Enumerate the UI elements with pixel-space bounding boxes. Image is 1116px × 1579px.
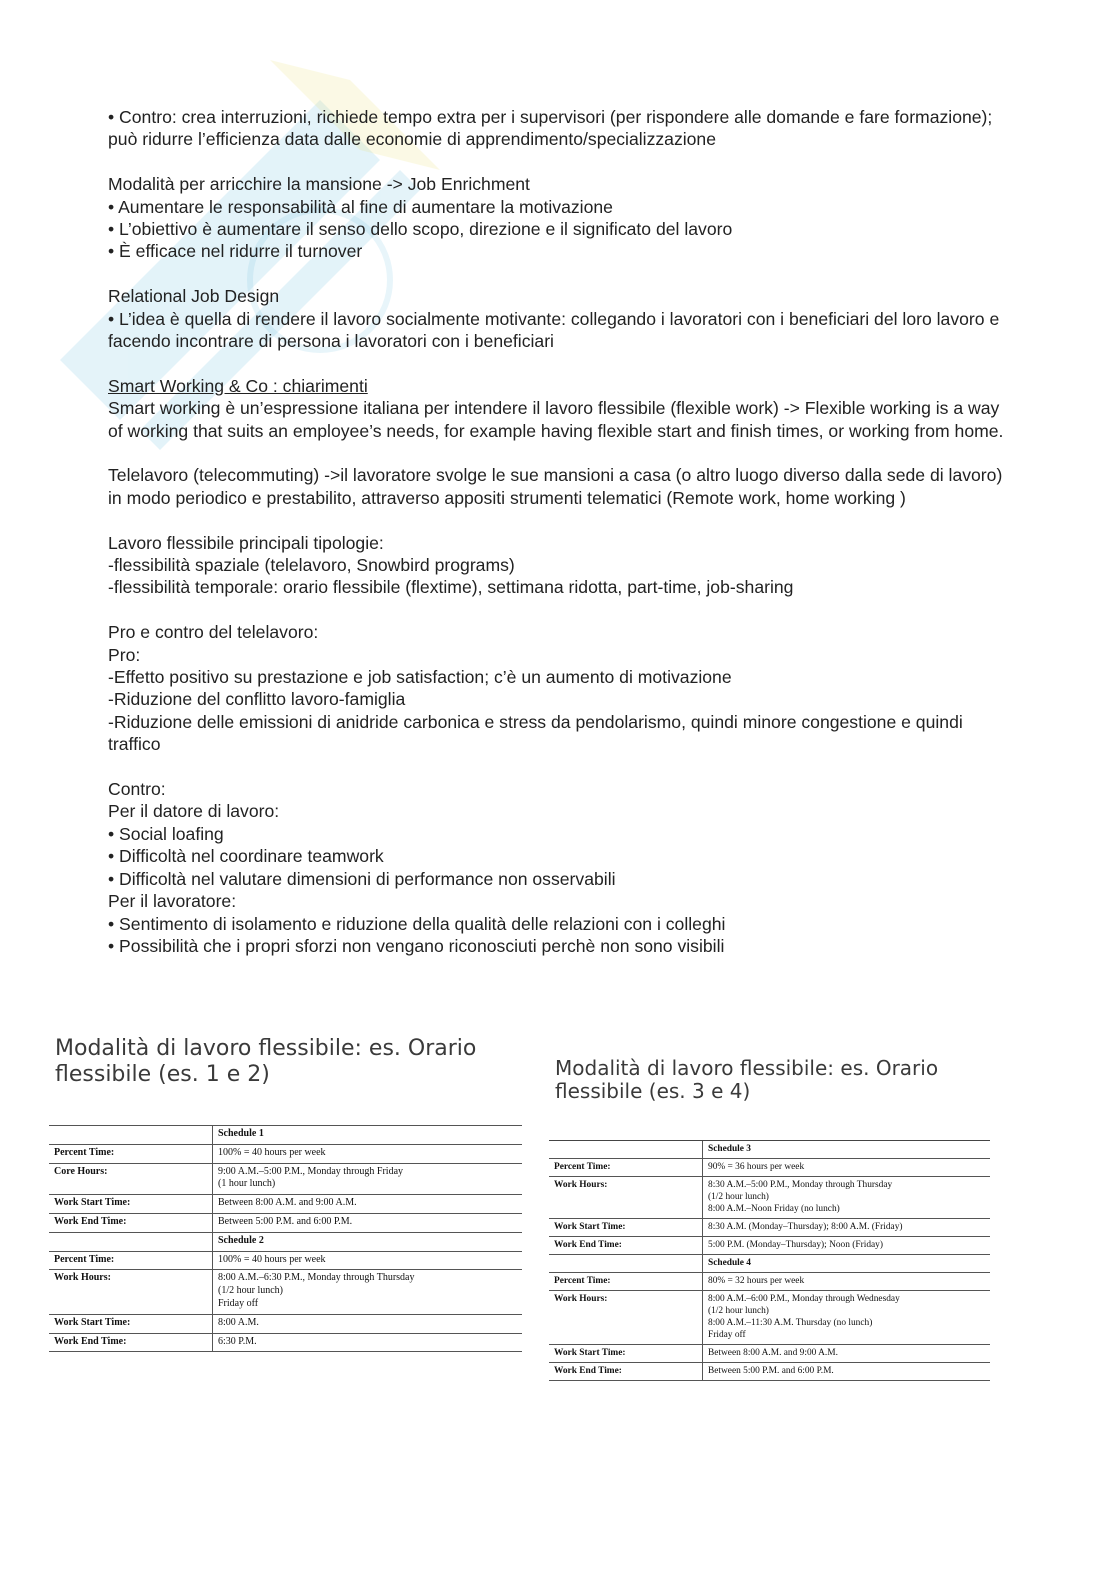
list-item: -Riduzione delle emissioni di anidride carbonica e stress da pendolarismo, quindi minore congestione e quindi traffico xyxy=(108,711,963,755)
table-row xyxy=(49,1270,522,1314)
table-row xyxy=(549,1363,990,1381)
paragraph: Telelavoro (telecommuting) ->il lavoratore svolge le sue mansioni a casa (o altro luogo diverso dalla sede di lavoro) in modo periodico e prestabilito, attraverso appositi strumenti telematici (Remote work, home working ) xyxy=(108,465,1003,508)
row-label: Percent Time: xyxy=(549,1273,703,1291)
paragraph-line: Per il datore di lavoro: xyxy=(108,801,280,822)
table-row xyxy=(549,1291,990,1345)
row-value xyxy=(703,1291,991,1345)
row-value xyxy=(213,1251,523,1270)
row-label: Work Start Time: xyxy=(549,1219,703,1237)
value-line: 9:00 A.M.–5:00 P.M., Monday through Friday xyxy=(218,1165,404,1177)
slide-title-1: Modalità di lavoro flessibile: es. Orario flessibile (es. 1 e 2) xyxy=(55,1036,477,1087)
row-label: Work Hours: xyxy=(549,1177,703,1219)
value-line: Between 5:00 P.M. and 6:00 P.M. xyxy=(708,1366,834,1377)
value-line: 8:00 A.M.–Noon Friday (no lunch) xyxy=(708,1204,840,1215)
value-line: (1/2 hour lunch) xyxy=(708,1306,769,1317)
table-row xyxy=(49,1314,522,1333)
table-row xyxy=(549,1273,990,1291)
value-line: (1/2 hour lunch) xyxy=(708,1192,769,1203)
schedule-name: Schedule 1 xyxy=(213,1126,523,1145)
row-value xyxy=(213,1144,523,1163)
bullet-item: • Difficoltà nel coordinare teamwork xyxy=(108,846,384,867)
row-label: Work Start Time: xyxy=(49,1195,213,1214)
paragraph-line: Pro: xyxy=(108,644,141,665)
bullet-item: • È efficace nel ridurre il turnover xyxy=(108,241,363,262)
table-row xyxy=(549,1177,990,1219)
value-line: 8:00 A.M.–11:30 A.M. Thursday (no lunch) xyxy=(708,1318,873,1329)
schedule-table-3-4 xyxy=(549,1140,990,1381)
row-value xyxy=(213,1195,523,1214)
paragraph-line: Lavoro flessibile principali tipologie: xyxy=(108,532,384,553)
table-row xyxy=(549,1237,990,1255)
section-heading: Relational Job Design xyxy=(108,286,280,307)
table-row xyxy=(49,1126,522,1145)
value-line: 8:30 A.M.–5:00 P.M., Monday through Thursday xyxy=(708,1180,893,1191)
value-line: 8:00 A.M.–6:30 P.M., Monday through Thursday xyxy=(218,1272,415,1284)
body-text xyxy=(108,106,1008,957)
empty-cell xyxy=(49,1232,213,1251)
row-label: Work End Time: xyxy=(49,1333,213,1352)
row-label: Percent Time: xyxy=(49,1251,213,1270)
value-line: 5:00 P.M. (Monday–Thursday); Noon (Friday) xyxy=(708,1240,883,1251)
value-line: 6:30 P.M. xyxy=(218,1335,257,1347)
paragraph-line: Per il lavoratore: xyxy=(108,891,237,912)
row-label: Core Hours: xyxy=(49,1163,213,1195)
row-label: Work End Time: xyxy=(549,1363,703,1381)
table-row xyxy=(549,1345,990,1363)
value-line: Friday off xyxy=(708,1330,746,1341)
bullet-item: • L’idea è quella di rendere il lavoro socialmente motivante: collegando i lavoratori con i beneficiari del loro lavoro e facendo incontrare di persona i lavoratori con i beneficiari xyxy=(108,308,1000,352)
paragraph-line: Contro: xyxy=(108,779,166,800)
bullet-item: • L’obiettivo è aumentare il senso dello scopo, direzione e il significato del lavoro xyxy=(108,219,733,240)
table-row xyxy=(49,1195,522,1214)
empty-cell xyxy=(549,1255,703,1273)
row-value xyxy=(703,1159,991,1177)
value-line: 80% = 32 hours per week xyxy=(708,1276,805,1287)
row-label: Percent Time: xyxy=(549,1159,703,1177)
table-row xyxy=(549,1141,990,1159)
table-row xyxy=(49,1333,522,1352)
paragraph: • Contro: crea interruzioni, richiede tempo extra per i supervisori (per rispondere alle domande e fare formazione); può ridurre l’efficienza data dalle economie di apprendimento/specializzazione xyxy=(108,107,993,150)
row-value xyxy=(213,1213,523,1232)
row-label: Work End Time: xyxy=(549,1237,703,1255)
table-row xyxy=(49,1251,522,1270)
value-line: Friday off xyxy=(218,1297,259,1309)
row-value xyxy=(703,1219,991,1237)
bullet-item: • Sentimento di isolamento e riduzione della qualità delle relazioni con i colleghi xyxy=(108,913,726,934)
slide-title-2: Modalità di lavoro flessibile: es. Orario flessibile (es. 3 e 4) xyxy=(555,1056,939,1104)
row-label: Work Start Time: xyxy=(49,1314,213,1333)
row-label: Work Start Time: xyxy=(549,1345,703,1363)
paragraph-line: Pro e contro del telelavoro: xyxy=(108,622,319,643)
bullet-item: • Possibilità che i propri sforzi non vengano riconosciuti perchè non sono visibili xyxy=(108,935,725,956)
row-value xyxy=(703,1237,991,1255)
value-line: Between 8:00 A.M. and 9:00 A.M. xyxy=(218,1197,357,1209)
paragraph: Smart working è un’espressione italiana per intendere il lavoro flessibile (flexible work) -> Flexible working is a way of working that suits an employee’s needs, for example having flexible start and finish times, or working from home. xyxy=(108,398,1004,441)
schedule-table-1-2 xyxy=(49,1125,522,1352)
value-line: Between 5:00 P.M. and 6:00 P.M. xyxy=(218,1215,353,1227)
row-value xyxy=(213,1270,523,1314)
value-line: Between 8:00 A.M. and 9:00 A.M. xyxy=(708,1348,838,1359)
row-value xyxy=(703,1345,991,1363)
value-line: 100% = 40 hours per week xyxy=(218,1146,326,1158)
value-line: 90% = 36 hours per week xyxy=(708,1162,805,1173)
empty-cell xyxy=(49,1126,213,1145)
table-row xyxy=(549,1159,990,1177)
row-value xyxy=(703,1177,991,1219)
row-label: Percent Time: xyxy=(49,1144,213,1163)
row-value xyxy=(213,1333,523,1352)
row-label: Work Hours: xyxy=(549,1291,703,1345)
list-item: -flessibilità temporale: orario flessibile (flextime), settimana ridotta, part-time, job-sharing xyxy=(108,577,794,598)
table-row xyxy=(49,1232,522,1251)
table-row xyxy=(49,1144,522,1163)
bullet-item: • Aumentare le responsabilità al fine di aumentare la motivazione xyxy=(108,196,613,217)
value-line: 100% = 40 hours per week xyxy=(218,1253,326,1265)
row-label: Work End Time: xyxy=(49,1213,213,1232)
schedule-name: Schedule 4 xyxy=(703,1255,991,1273)
schedule-name: Schedule 2 xyxy=(213,1232,523,1251)
value-line: 8:30 A.M. (Monday–Thursday); 8:00 A.M. (Friday) xyxy=(708,1222,903,1233)
row-value xyxy=(703,1273,991,1291)
row-label: Work Hours: xyxy=(49,1270,213,1314)
underlined-heading: Smart Working & Co : chiarimenti xyxy=(108,375,368,396)
table-row xyxy=(549,1255,990,1273)
value-line: (1 hour lunch) xyxy=(218,1178,276,1190)
list-item: -Effetto positivo su prestazione e job satisfaction; c’è un aumento di motivazione xyxy=(108,667,732,688)
row-value xyxy=(213,1314,523,1333)
table-row xyxy=(549,1219,990,1237)
table-row xyxy=(49,1163,522,1195)
empty-cell xyxy=(549,1141,703,1159)
schedule-name: Schedule 3 xyxy=(703,1141,991,1159)
list-item: -Riduzione del conflitto lavoro-famiglia xyxy=(108,689,406,710)
list-item: -flessibilità spaziale (telelavoro, Snowbird programs) xyxy=(108,555,515,576)
row-value xyxy=(213,1163,523,1195)
table-row xyxy=(49,1213,522,1232)
value-line: 8:00 A.M. xyxy=(218,1316,259,1328)
paragraph-line: Modalità per arricchire la mansione -> Job Enrichment xyxy=(108,174,530,195)
bullet-item: • Social loafing xyxy=(108,823,224,844)
value-line: (1/2 hour lunch) xyxy=(218,1285,283,1297)
row-value xyxy=(703,1363,991,1381)
bullet-item: • Difficoltà nel valutare dimensioni di performance non osservabili xyxy=(108,868,616,889)
value-line: 8:00 A.M.–6:00 P.M., Monday through Wednesday xyxy=(708,1294,900,1305)
